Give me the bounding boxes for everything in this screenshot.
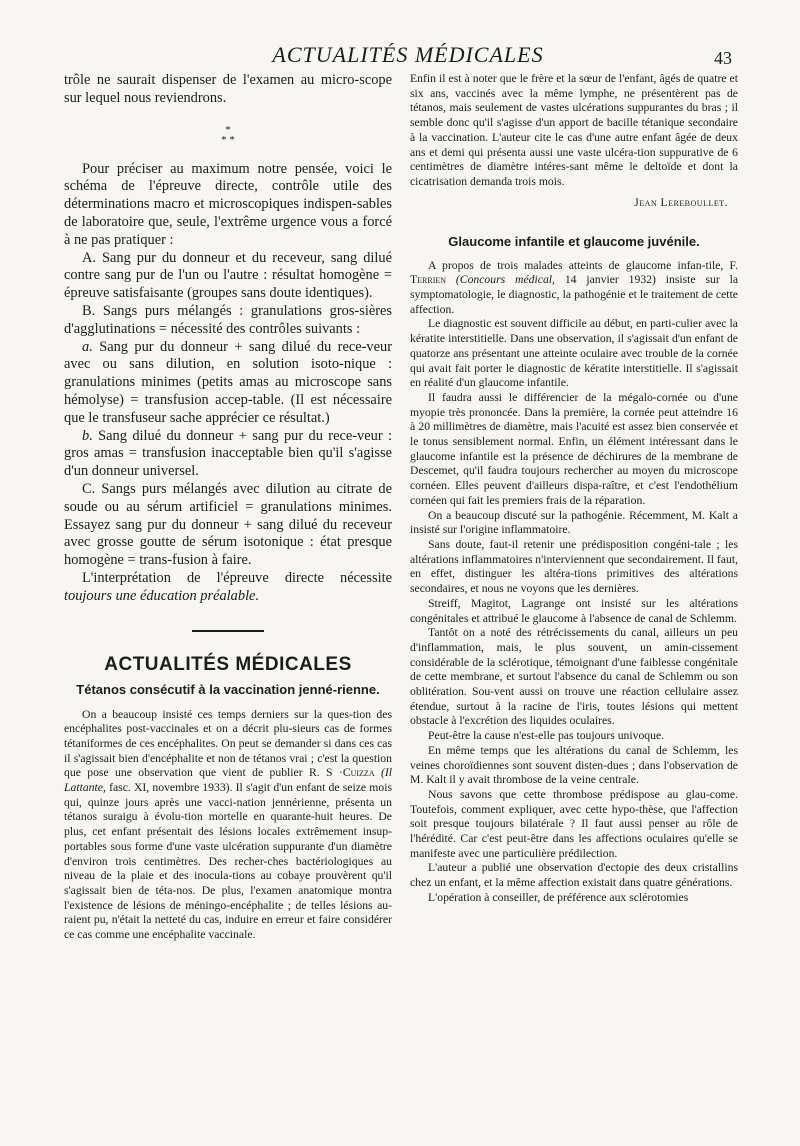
paragraph-c: C. Sangs purs mélangés avec dilution au citrate de soude ou au sérum artificiel = granulations minimes. Essayez sang pur du donneur + sang dilué du receveur avec grosse goutte de sérum isotonique : état presque homogène = trans-fusion à faire. bbox=[64, 480, 392, 569]
paragraph: Pour préciser au maximum notre pensée, voici le schéma de l'épreuve directe, contrôle utile des déterminations macro et microscopiques indispen-sables de laboratoire que, seule, l'extrême urgence vous a forcé à ne pas pratiquer : bbox=[64, 160, 392, 248]
paragraph: L'opération à conseiller, de préférence aux sclérotomies bbox=[428, 890, 689, 904]
paragraph: Streiff, Magitot, Lagrange ont insisté sur les altérations congénitales et attribué le glaucome à l'absence de canal de Schlemm. bbox=[410, 596, 738, 625]
author-name: Terrien bbox=[410, 273, 447, 287]
item-label: b. bbox=[82, 427, 93, 444]
paragraph bbox=[64, 570, 392, 606]
paragraph: En même temps que les altérations du canal de Schlemm, les veines choroïdiennes sont souvent disten-dues ; dans l'observation de M. Kalt il y avait thrombose de la veine centrale. bbox=[410, 743, 738, 787]
paragraph: On a beaucoup discuté sur la pathogénie. Récemment, M. Kalt a insisté sur l'origine inflammatoire. bbox=[410, 508, 738, 537]
author-name: Cuizza bbox=[342, 766, 375, 780]
paragraph: Enfin il est à noter que le frère et la sœur de l'enfant, âgés de quatre et six ans, vaccinés avec la même lymphe, ne présentèrent pas de tétanos, mais seulement de vastes ulcérations suppurantes du bras ; il semble donc qu'il s'agisse d'un apport de bacille tétanique secondaire à la vaccination. L'auteur cite le cas d'une autre enfant âgée de deux ans et demi qui présenta aussi une vaste ulcéra-tion suppurative de 6 centimètres de diamètre intéres-sant même le deltoïde et dont la cicatrisation demanda trois mois. bbox=[410, 72, 738, 188]
journal-name: (Concours médical, bbox=[455, 273, 555, 287]
divider bbox=[192, 630, 264, 632]
paragraph bbox=[410, 259, 738, 318]
article-paragraph bbox=[64, 708, 392, 943]
text-run: L'interprétation de l'épreuve directe nécessite bbox=[82, 569, 392, 586]
paragraph: Nous savons que cette thrombose prédispose au glau-come. Toutefois, comment expliquer, avec cette hypo-thèse, que l'affection soit presque toujours bilatérale ? Il faut aussi penser au rôle de l'hérédité. Car c'est peut-être dans les affections oculaires qu'elle se manifeste avec une particulière prédilection. bbox=[410, 787, 738, 860]
paragraph: Il faudra aussi le différencier de la mégalo-cornée ou d'une myopie très prononcée. Dans la première, la cornée peut atteindre 16 à 20 millimètres de diamètre, mais l'acuité est assez bien conservée et le tonus sensiblement normal. Enfin, un élément intéressant dans le glaucome infantile est la présence de déchirures de la membrane de Descemet, qu'il faudra toujours rechercher au moyen du microscope cornéen. Elles peuvent d'ailleurs dispa-raître, et c'est l'endothélium cornéen qui fait les premiers frais de la réparation. bbox=[410, 390, 738, 507]
item-label: a. bbox=[82, 338, 93, 355]
article-heading: Glaucome infantile et glaucome juvénile. bbox=[448, 233, 700, 249]
item-text: Sang pur du donneur + sang dilué du rece-veur avec ou sans dilution, en solution isoto-nique : granulations minimes (petits amas au microscope sans hémolyse) = transfusion accep-table. (Il est nécessaire que le transfuseur sache apprécier ce résultat.) bbox=[64, 338, 392, 426]
running-title: ACTUALITÉS MÉDICALES bbox=[272, 42, 544, 67]
text-run: fasc. XI, novembre 1933). Il s'agit d'un enfant de seize mois qui, quinze jours après une vacci-nation jennérienne, présenta un tétanos suraigu à évolu-tion mortelle en quarante-huit heures. De plus, cet enfant présentait des lésions locales extrêmement insup-portables sous forme d'une vaste ulcération suppurante d'un diamètre d'environ trois centimètres. Des recher-ches bactériologiques au niveau de la plaie et des inocula-tions au cobaye prouvèrent qu'il s'agissait bien de téta-nos. De plus, l'examen anatomique montra l'existence de lésions de méningo-encéphalite ; de telles lésions au-raient pu, n'était la netteté du cas, induire en erreur et faire considérer ce cas comme une encéphalite vaccinale. bbox=[64, 781, 392, 942]
section-title: ACTUALITÉS MÉDICALES bbox=[104, 653, 352, 675]
paragraph: L'auteur a publié une observation d'ectopie des deux cristallins chez un enfant, et la même affection existait dans quatre générations. bbox=[410, 861, 738, 890]
article-heading: Tétanos consécutif à la vaccination jenné-rienne. bbox=[76, 681, 380, 697]
text-run: On a beaucoup insisté ces temps derniers sur la ques-tion des encéphalites post-vaccinales et on a décrit plu-sieurs cas de formes tétaniformes de ces encéphalites. On peut se demander si dans ces cas il s'agissait bien d'encéphalite et non de tétanos vrai ; c'est la question que pose une observation que vient de publier R. S · bbox=[64, 707, 392, 780]
page-number: 43 bbox=[714, 48, 732, 68]
signature: Jean Lereboullet. bbox=[634, 196, 728, 209]
paragraph-a: A. Sang pur du donneur et du receveur, sang dilué contre sang pur de l'un ou l'autre : résultat homogène = épreuve satisfaisante (groupes sans doute identiques). bbox=[64, 249, 392, 302]
paragraph: Peut-être la cause n'est-elle pas toujours univoque. bbox=[428, 729, 665, 743]
journal-name: (Il Lattante, bbox=[64, 766, 393, 795]
emphasis: toujours une éducation préalable. bbox=[64, 587, 260, 604]
asterism-bottom: * * bbox=[221, 133, 235, 146]
text-run: 14 janvier 1932) insiste sur la symptomatologie, le diagnostic, la pathogénie et le traitement de cette affection. bbox=[410, 273, 739, 316]
text-run: A propos de trois malades atteints de glaucome infan-tile, F. bbox=[428, 258, 738, 272]
paragraph: Le diagnostic est souvent difficile au début, en parti-culier avec la kératite interstitielle. Dans une observation, il s'agissait d'un enfant de quatorze ans présentant une atteinte oculaire avec trouble de la cornée qui avait fait porter le diagnostic de kératite interstitielle. Il s'agissait en réalité d'un glaucome infantile. bbox=[410, 317, 738, 390]
section-break-asterism bbox=[64, 125, 392, 145]
right-column bbox=[410, 72, 738, 906]
paragraph-b-a bbox=[64, 339, 392, 428]
asterism-top: * bbox=[225, 123, 231, 136]
paragraph-b-b bbox=[64, 428, 392, 481]
left-column bbox=[64, 72, 392, 943]
paragraph-b: B. Sangs purs mélangés : granulations gros-sières d'agglutinations = nécessité des contrôles suivants : bbox=[64, 302, 392, 337]
item-text: Sang dilué du donneur + sang pur du rece-veur : gros amas = transfusion inacceptable bien qu'il s'agisse d'un donneur universel. bbox=[64, 427, 392, 480]
paragraph: Sans doute, faut-il retenir une prédisposition congéni-tale ; les altérations inflammatoires n'interviennent que secondairement. Il faut, en effet, distinguer les altéra-tions primitives des altérations secondaires, et nous ne voyons que les dernières. bbox=[410, 537, 738, 596]
paragraph: trôle ne saurait dispenser de l'examen au micro-scope sur lequel nous reviendrons. bbox=[64, 72, 392, 106]
paragraph: Tantôt on a noté des rétrécissements du canal, ailleurs un peu d'inflammation, mais, le plus souvent, un amin-cissement considérable de la sclérotique, témoignant d'une faiblesse congénitale de cette membrane, et surtout l'absence du canal de Schlemm ou son oblitération. Sou-vent aussi on trouve une réaction cellulaire assez étendue, surtout à la racine de l'iris, toutes lésions qui mettent obstacle à l'excrétion des liquides oculaires. bbox=[410, 626, 738, 728]
